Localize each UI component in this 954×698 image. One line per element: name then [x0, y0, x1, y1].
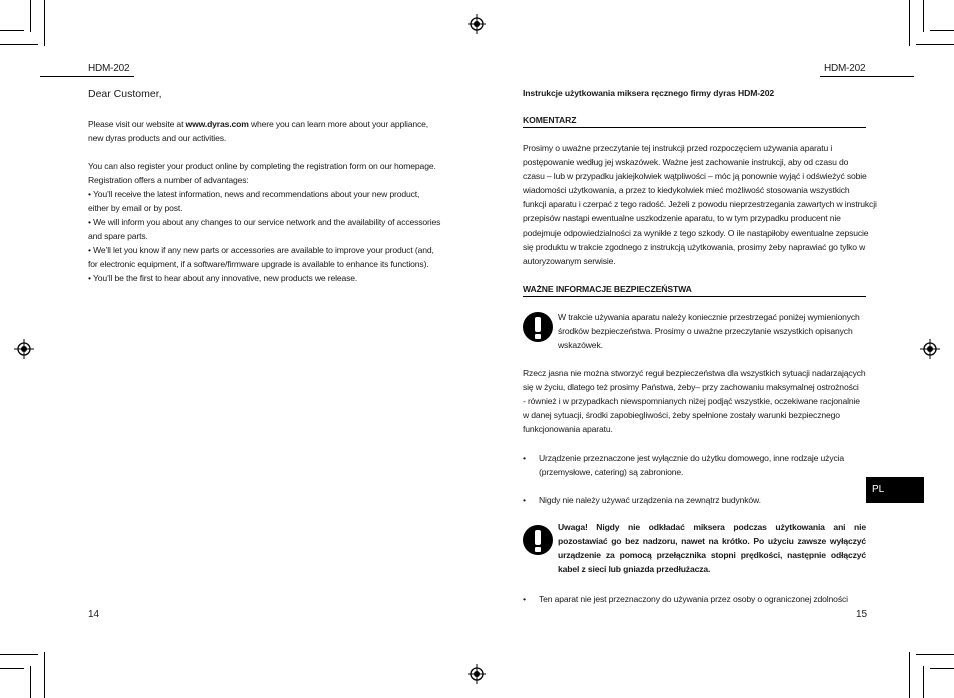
- warning-note: Uwaga! Nigdy nie odkładać miksera podczas użytkowania ani nie pozostawiać go bez nadzoru, nawet na krótko. Po użyciu zawsze wyłączyć urządzenie za pomocą przełącznika stopni prędkości, następnie odłączyć kabel z sieci lub gniazda przedłużacza.: [558, 522, 866, 575]
- language-tab: PL: [866, 477, 924, 503]
- registration-mark-icon: [468, 664, 486, 684]
- list-item: and spare parts.: [88, 231, 148, 241]
- paragraph-line: new dyras products and our activities.: [88, 133, 227, 143]
- page-number-right: 15: [856, 609, 868, 620]
- crop-mark: [0, 654, 38, 655]
- registration-mark-icon: [920, 339, 940, 359]
- crop-mark: [30, 0, 31, 32]
- header-rule-right: [820, 76, 914, 77]
- warning-exclamation-icon: [523, 312, 553, 342]
- crop-mark: [916, 654, 954, 655]
- warning-note: W trakcie używania aparatu należy koniecznie przestrzegać poniżej wymienionych środków bezpieczeństwa. Prosimy o uważne przeczytanie wszystkich opisanych wskazówek.: [558, 312, 860, 351]
- warning-exclamation-icon: [523, 525, 553, 555]
- crop-mark: [44, 652, 45, 698]
- document-title: Instrukcje użytkowania miksera ręcznego firmy dyras HDM-202: [523, 88, 775, 98]
- bullet-icon: •: [523, 594, 526, 604]
- crop-mark: [923, 0, 924, 32]
- list-item: Ten aparat nie jest przeznaczony do używania przez osoby o ograniczonej zdolności: [539, 594, 848, 604]
- crop-mark: [30, 666, 31, 698]
- list-item: • You’ll receive the latest information, news and recommendations about your new product,: [88, 189, 420, 199]
- section-heading: KOMENTARZ: [523, 115, 577, 125]
- crop-mark: [930, 668, 954, 669]
- bullet-icon: •: [523, 453, 526, 463]
- list-item: • We will inform you about any changes to our service network and the availability of accessories: [88, 217, 441, 227]
- list-item: for electronic equipment, if a software/firmware upgrade is available to enhance its functions).: [88, 259, 429, 269]
- crop-mark: [923, 666, 924, 698]
- list-item: • You’ll be the first to hear about any innovative, new products we release.: [88, 273, 358, 283]
- greeting: Dear Customer,: [88, 88, 162, 100]
- paragraph-line: Registration offers a number of advantages:: [88, 175, 249, 185]
- website-link[interactable]: www.dyras.com: [185, 119, 249, 129]
- registration-mark-icon: [14, 339, 34, 359]
- list-item: either by email or by post.: [88, 203, 183, 213]
- crop-mark: [0, 668, 24, 669]
- crop-mark: [909, 0, 910, 46]
- bullet-icon: •: [523, 495, 526, 505]
- crop-mark: [0, 30, 24, 31]
- header-rule-left: [40, 76, 134, 77]
- page-number-left: 14: [88, 609, 100, 620]
- crop-mark: [930, 30, 954, 31]
- list-item: Nigdy nie należy używać urządzenia na zewnątrz budynków.: [539, 495, 761, 505]
- crop-mark: [909, 652, 910, 698]
- paragraph-line: You can also register your product online by completing the registration form on our homepage.: [88, 161, 436, 171]
- model-label-right: HDM-202: [824, 63, 866, 74]
- crop-mark: [0, 44, 38, 45]
- section-rule: [523, 296, 866, 297]
- list-item: Urządzenie przeznaczone jest wyłącznie do użytku domowego, inne rodzaje użycia (przemysłowe, catering) są zabronione.: [539, 453, 845, 478]
- section-heading: WAŻNE INFORMACJE BEZPIECZEŃSTWA: [523, 284, 692, 294]
- section-rule: [523, 127, 866, 128]
- crop-mark: [44, 0, 45, 46]
- section-body: Prosimy o uważne przeczytanie tej instrukcji przed rozpoczęciem używania aparatu i postępowanie według jej wskazówek. Ważne jest zachowanie instrukcji, aby od czasu do czasu – lub w przypadku jakiejkolwiek wątpliwości – móc ją ponownie wyjąć i odświeżyć sobie wiadomości użytkowania, a przez to kiedykolwiek mieć możliwość stosowania wszystkich funkcji aparatu i czerpać z tego radość. Jeżeli z powodu nieprzestrzegania zawartych w instrukcji przepisów nastąpi ewentualne uszkodzenie aparatu, to w tym przypadku producent nie podejmuje odpowiedzialności za wynikłe z tego szkody. O ile nastąpiłoby ewentualne zepsucie się produktu w trakcie zgodnego z instrukcją użytkowania, prosimy żeby naprawiać go tylko w autoryzowanym serwisie.: [523, 143, 877, 266]
- section-body: Rzecz jasna nie można stworzyć reguł bezpieczeństwa dla wszystkich sytuacji nadarzających się w życiu, dlatego też prosimy Państwa, żeby– przy zachowaniu maksymalnej ostrożności - również i w przypadkach niewspomnianych niżej podjąć wszystkie, oczekiwane racjonalnie w danej sytuacji, środki zapobiegliwości, żeby spełnione zostały warunki bezpiecznego funkcjonowania aparatu.: [523, 368, 866, 435]
- paragraph-line: Please visit our website at www.dyras.com where you can learn more about your appliance,: [88, 119, 428, 129]
- list-item: • We’ll let you know if any new parts or accessories are available to improve your product (and,: [88, 245, 434, 255]
- model-label-left: HDM-202: [88, 63, 130, 74]
- registration-mark-icon: [468, 14, 486, 34]
- crop-mark: [916, 44, 954, 45]
